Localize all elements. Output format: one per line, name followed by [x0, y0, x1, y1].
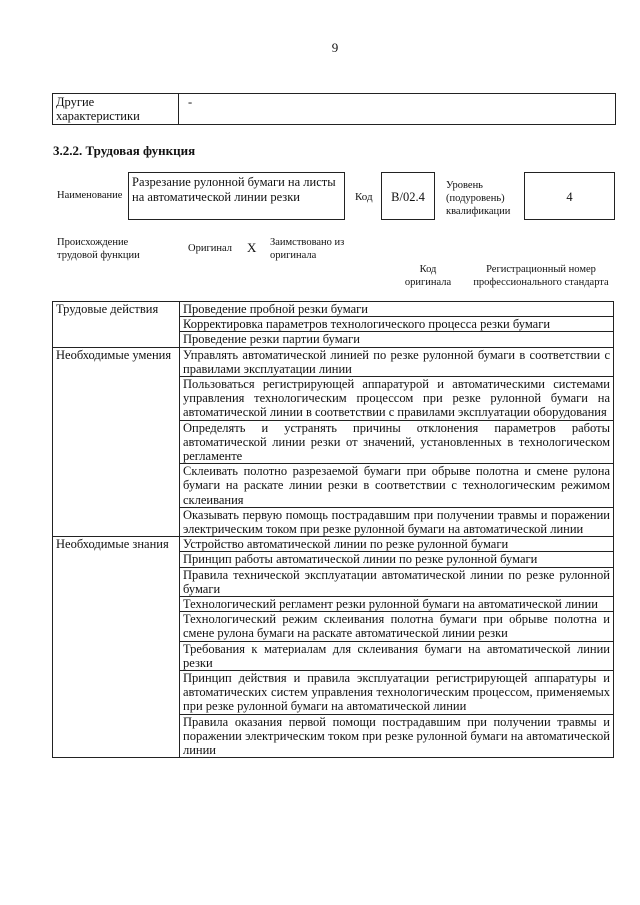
labor-function-table: [52, 301, 614, 758]
function-name-box: Разрезание рулонной бумаги на листы на автоматической линии резки: [128, 172, 345, 220]
original-label: Оригинал: [188, 243, 232, 254]
table-row: Оказывать первую помощь пострадавшим при получении травмы и поражении электрическим током при резке рулонной бумаги на автоматической линии: [180, 507, 614, 536]
skills-label: Необходимые умения: [53, 347, 180, 537]
table-row: Склеивать полотно разрезаемой бумаги при обрыве полотна и смене рулона бумаги на раскате линии резки в соответствии с технологическим режимом склеивания: [180, 464, 614, 508]
table-row: Управлять автоматической линией по резке рулонной бумаги в соответствии с правилами эксплуатации линии: [180, 347, 614, 376]
table-row: Устройство автоматической линии по резке рулонной бумаги: [180, 537, 614, 552]
original-mark: X: [247, 240, 257, 255]
section-title: 3.2.2. Трудовая функция: [53, 143, 196, 158]
table-row: Технологический регламент резки рулонной бумаги на автоматической линии: [180, 597, 614, 612]
table-row: Принцип работы автоматической линии по резке рулонной бумаги: [180, 552, 614, 567]
table-row: Принцип действия и правила эксплуатации регистрирующей аппаратуры и автоматических систем управления технологическим процессом, применяемых при резке рулонной бумаги на автоматической линии: [180, 671, 614, 715]
name-label: Наименование: [57, 190, 123, 201]
labor-actions-label: Трудовые действия: [53, 302, 180, 348]
table-row: Проведение пробной резки бумаги: [180, 302, 614, 317]
registration-number-label: Регистрационный номер профессионального стандарта: [473, 264, 609, 288]
table-row: Технологический режим склеивания полотна бумаги при обрыве полотна и смене рулона бумаги на раскате автоматической линии резки: [180, 612, 614, 641]
borrowed-label: Заимствовано из оригинала: [270, 237, 345, 261]
table-row: Правила технической эксплуатации автоматической линии по резке рулонной бумаги: [180, 567, 614, 596]
other-characteristics-label: Другие характеристики: [53, 94, 179, 124]
qualification-level-label: Уровень (подуровень) квалификации: [446, 180, 511, 217]
other-characteristics-table: [52, 93, 616, 125]
table-row: Пользоваться регистрирующей аппаратурой и автоматическими системами управления технологическим процессом при резке рулонной бумаги на автоматической линии в соответствии с правилами эксплуатации оборудования: [180, 377, 614, 421]
table-row: Проведение резки партии бумаги: [180, 332, 614, 347]
qualification-level-box: 4: [524, 172, 615, 220]
page-number: 9: [331, 40, 339, 55]
code-label: Код: [355, 191, 373, 203]
table-row: Определять и устранять причины отклонения параметров работы автоматической линии резки от значений, установленных в технологическом регламенте: [180, 420, 614, 464]
other-characteristics-value: -: [188, 95, 193, 109]
table-row: Корректировка параметров технологического процесса резки бумаги: [180, 317, 614, 332]
code-original-label: Код оригинала: [404, 264, 452, 288]
knowledge-label: Необходимые знания: [53, 537, 180, 758]
origin-label: Происхождение трудовой функции: [57, 237, 140, 261]
table-row: Требования к материалам для склеивания бумаги на автоматической линии резки: [180, 641, 614, 670]
function-code-box: B/02.4: [381, 172, 435, 220]
table-row: Правила оказания первой помощи пострадавшим при получении травмы и поражении электрическим током при резке рулонной бумаги на автоматической линии: [180, 714, 614, 758]
